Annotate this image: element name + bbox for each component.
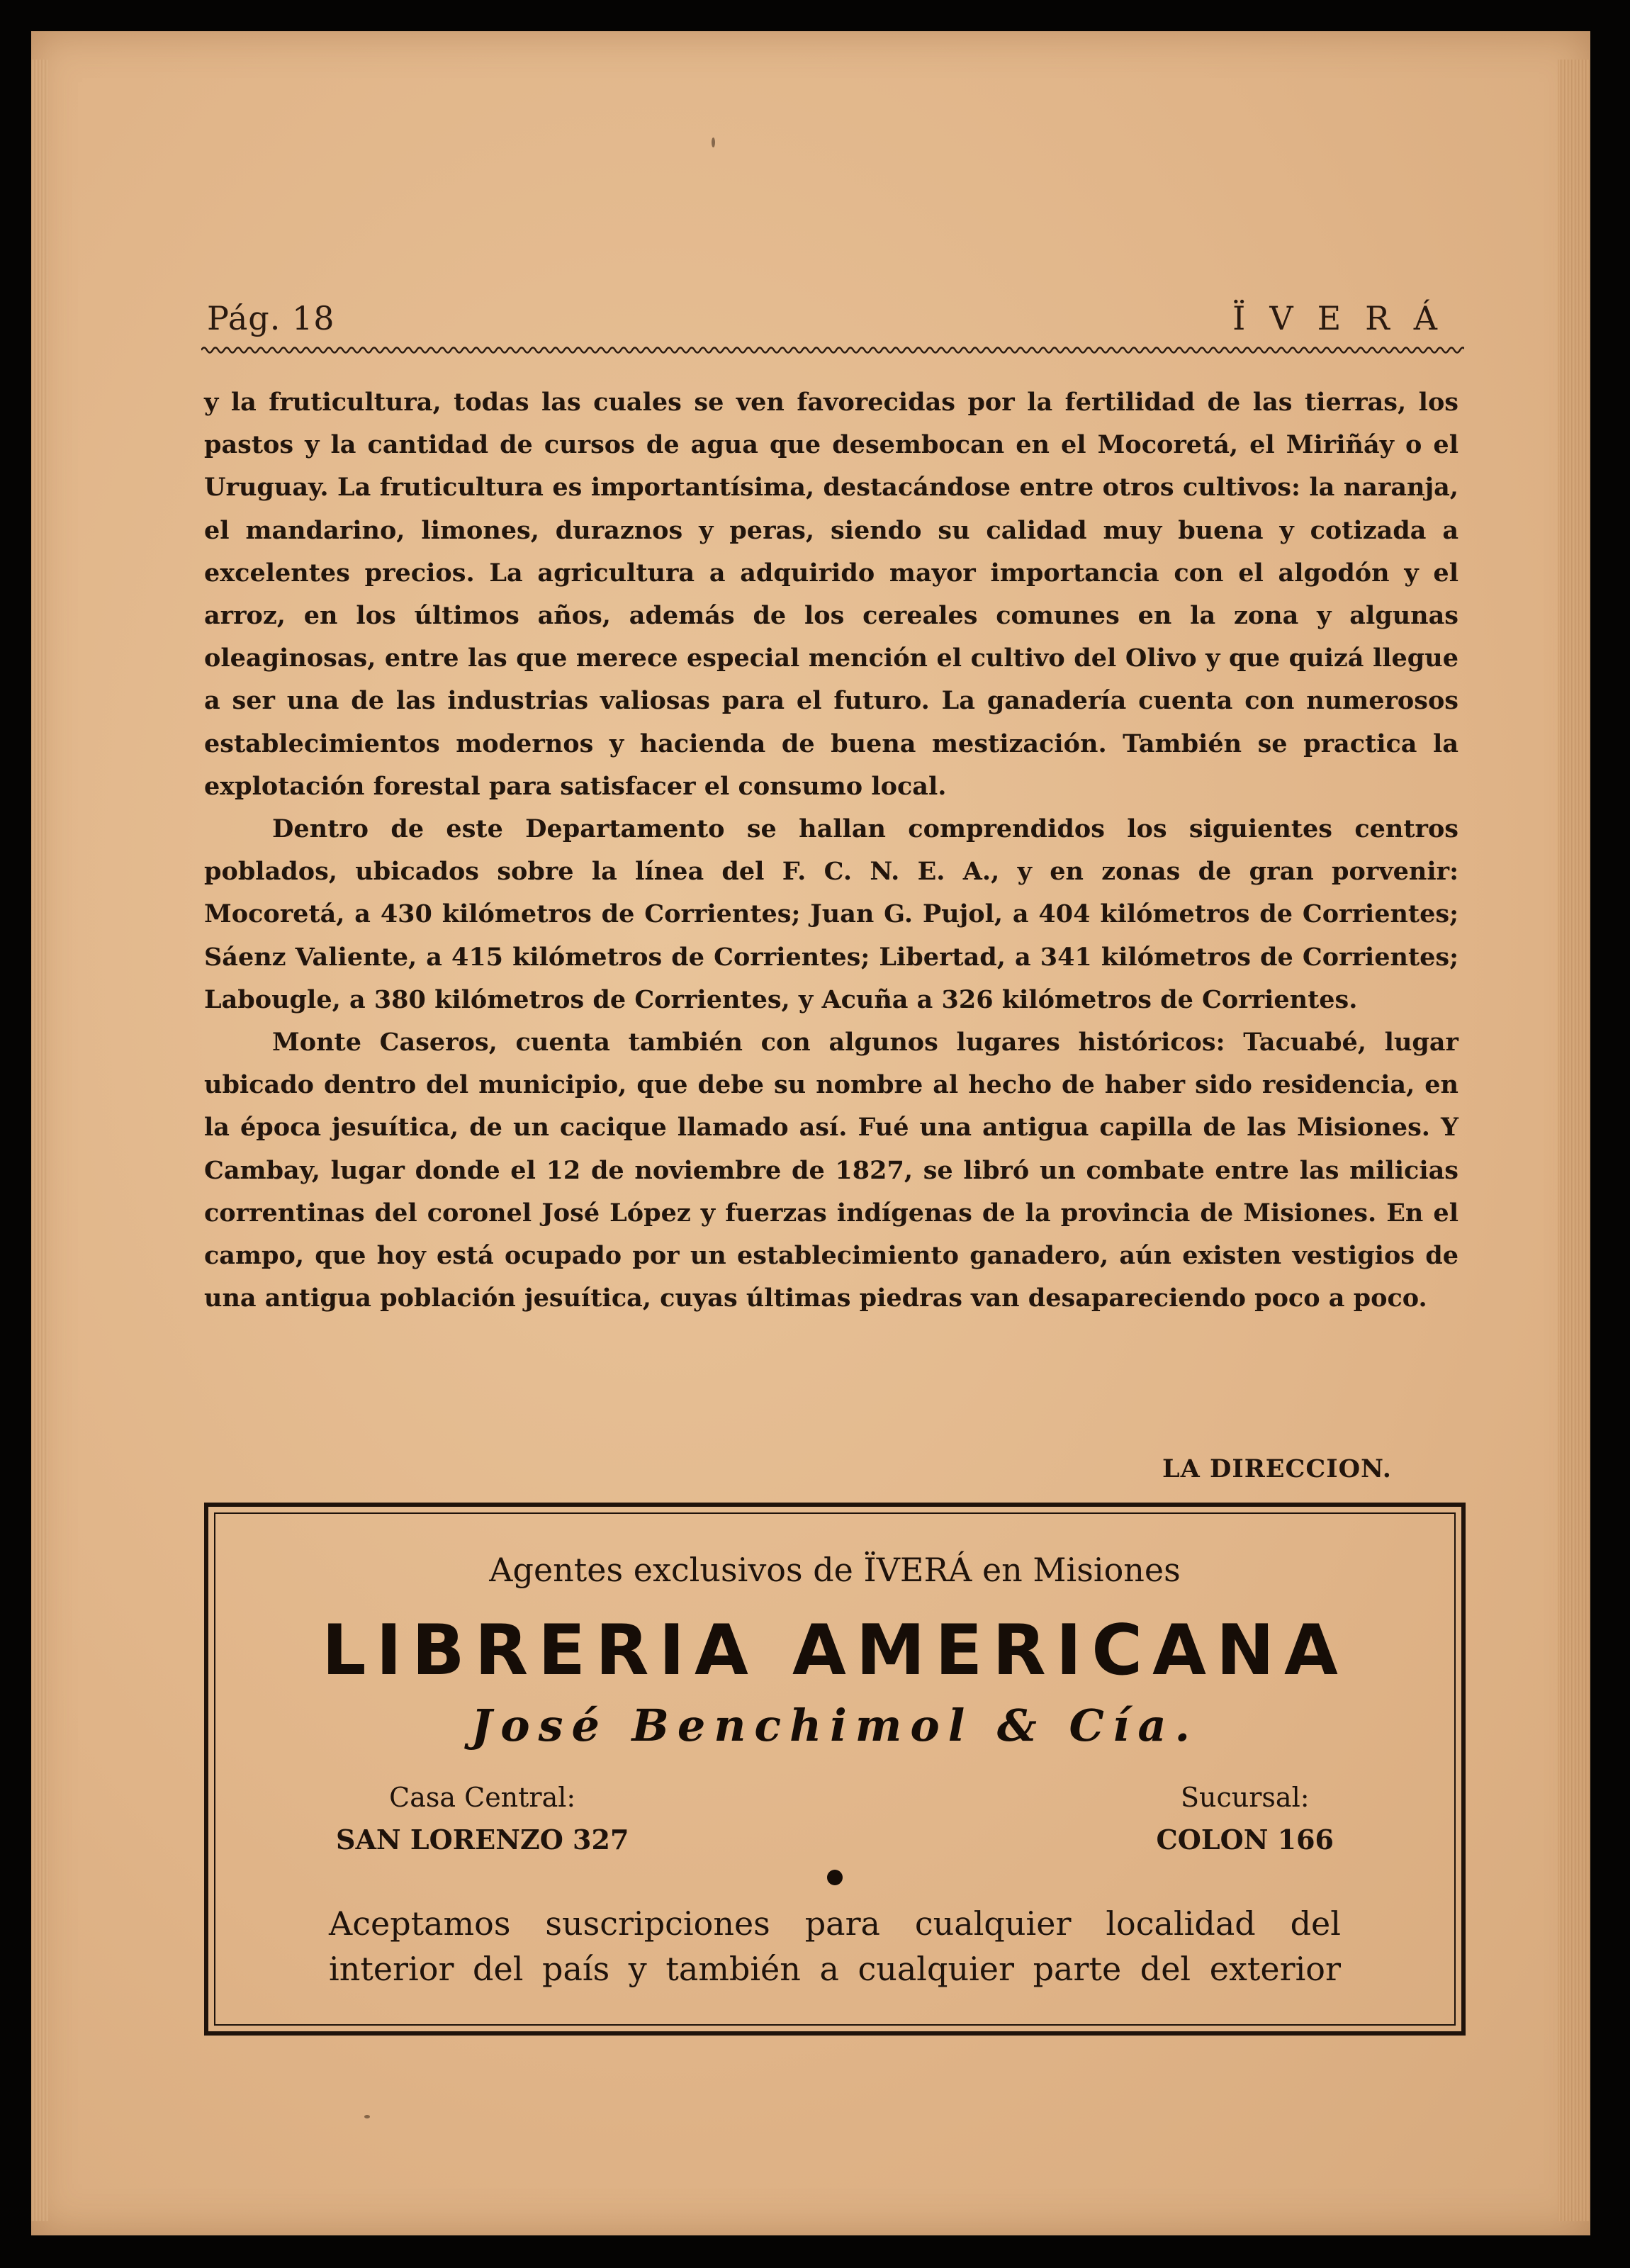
journal-title: ÏVERÁ: [1232, 299, 1461, 337]
advertisement-owner: José Benchimol & Cía.: [471, 1700, 1199, 1751]
article-body: [204, 381, 1458, 1320]
advertisement-footer-line: Aceptamos suscripciones para cualquier localidad del: [329, 1904, 1341, 1943]
paper-speck: [364, 2115, 370, 2118]
advertisement-company: LIBRERIA AMERICANA: [322, 1610, 1348, 1691]
paper-speck: [712, 137, 715, 147]
article-paragraph: Dentro de este Departamento se hallan comprendidos los siguientes centros poblados, ubicados sobre la línea del F. C. N. E. A., y en zonas de gran porvenir: Mocoretá, a 430 kilómetros de Corrientes; Juan G. Pujol, a 404 kilómetros de Corrientes; Sáenz Valiente, a 415 kilómetros de Corrientes; Libertad, a 341 kilómetros de Corrientes; Labougle, a 380 kilómetros de Corrientes, y Acuña a 326 kilómetros de Corrientes.: [204, 814, 1458, 1014]
magazine-page: [31, 31, 1590, 2235]
branch-office-label: Sucursal:: [1181, 1782, 1310, 1813]
article-paragraph: Monte Caseros, cuenta también con algunos lugares históricos: Tacuabé, lugar ubicado dentro del municipio, que debe su nombre al hecho de haber sido residencia, en la época jesuítica, de un cacique llamado así. Fué una antigua capilla de las Misiones. Y Cambay, lugar donde el 12 de noviembre de 1827, se libró un combate entre las milicias correntinas del coronel José López y fuerzas indígenas de la provincia de Misiones. En el campo, que hoy está ocupado por un establecimiento ganadero, aún existen vestigios de una antigua población jesuítica, cuyas últimas piedras van desapareciendo poco a poco.: [204, 1028, 1458, 1313]
main-office-label: Casa Central:: [389, 1782, 576, 1813]
page-number: Pág. 18: [207, 299, 335, 337]
page-left-edge: [31, 60, 48, 2221]
page-header: [207, 299, 1461, 342]
main-office: [336, 1776, 629, 1861]
wavy-rule: [201, 343, 1464, 357]
advertisement-box: [204, 1503, 1466, 2036]
main-office-address: SAN LORENZO 327: [336, 1824, 629, 1856]
article-paragraph: y la fruticultura, todas las cuales se ven favorecidas por la fertilidad de las tierras, los pastos y la cantidad de cursos de agua que desembocan en el Mocoretá, el Miriñáy o el Uruguay. La fruticultura es importantísima, destacándose entre otros cultivos: la naranja, el mandarino, limones, duraznos y peras, siendo su calidad muy buena y cotizada a excelentes precios. La agricultura a adquirido mayor importancia con el algodón y el arroz, en los últimos años, además de los cereales comunes en la zona y algunas oleaginosas, entre las que merece especial mención el cultivo del Olivo y que quizá llegue a ser una de las industrias valiosas para el futuro. La ganadería cuenta con numerosos establecimientos modernos y hacienda de buena mestización. También se practica la explotación forestal para satisfacer el consumo local.: [204, 388, 1458, 801]
advertisement-headline: Agentes exclusivos de ÏVERÁ en Misiones: [489, 1551, 1181, 1589]
bullet-separator: [827, 1870, 843, 1885]
branch-office-address: COLON 166: [1156, 1824, 1334, 1856]
branch-office: [1157, 1776, 1334, 1861]
advertisement-footer-line: interior del país y también a cualquier parte del exterior: [329, 1950, 1341, 1988]
advertisement-footer: [329, 1901, 1341, 1992]
page-right-edge: [1558, 60, 1590, 2221]
article-signature: LA DIRECCION.: [1162, 1454, 1392, 1483]
